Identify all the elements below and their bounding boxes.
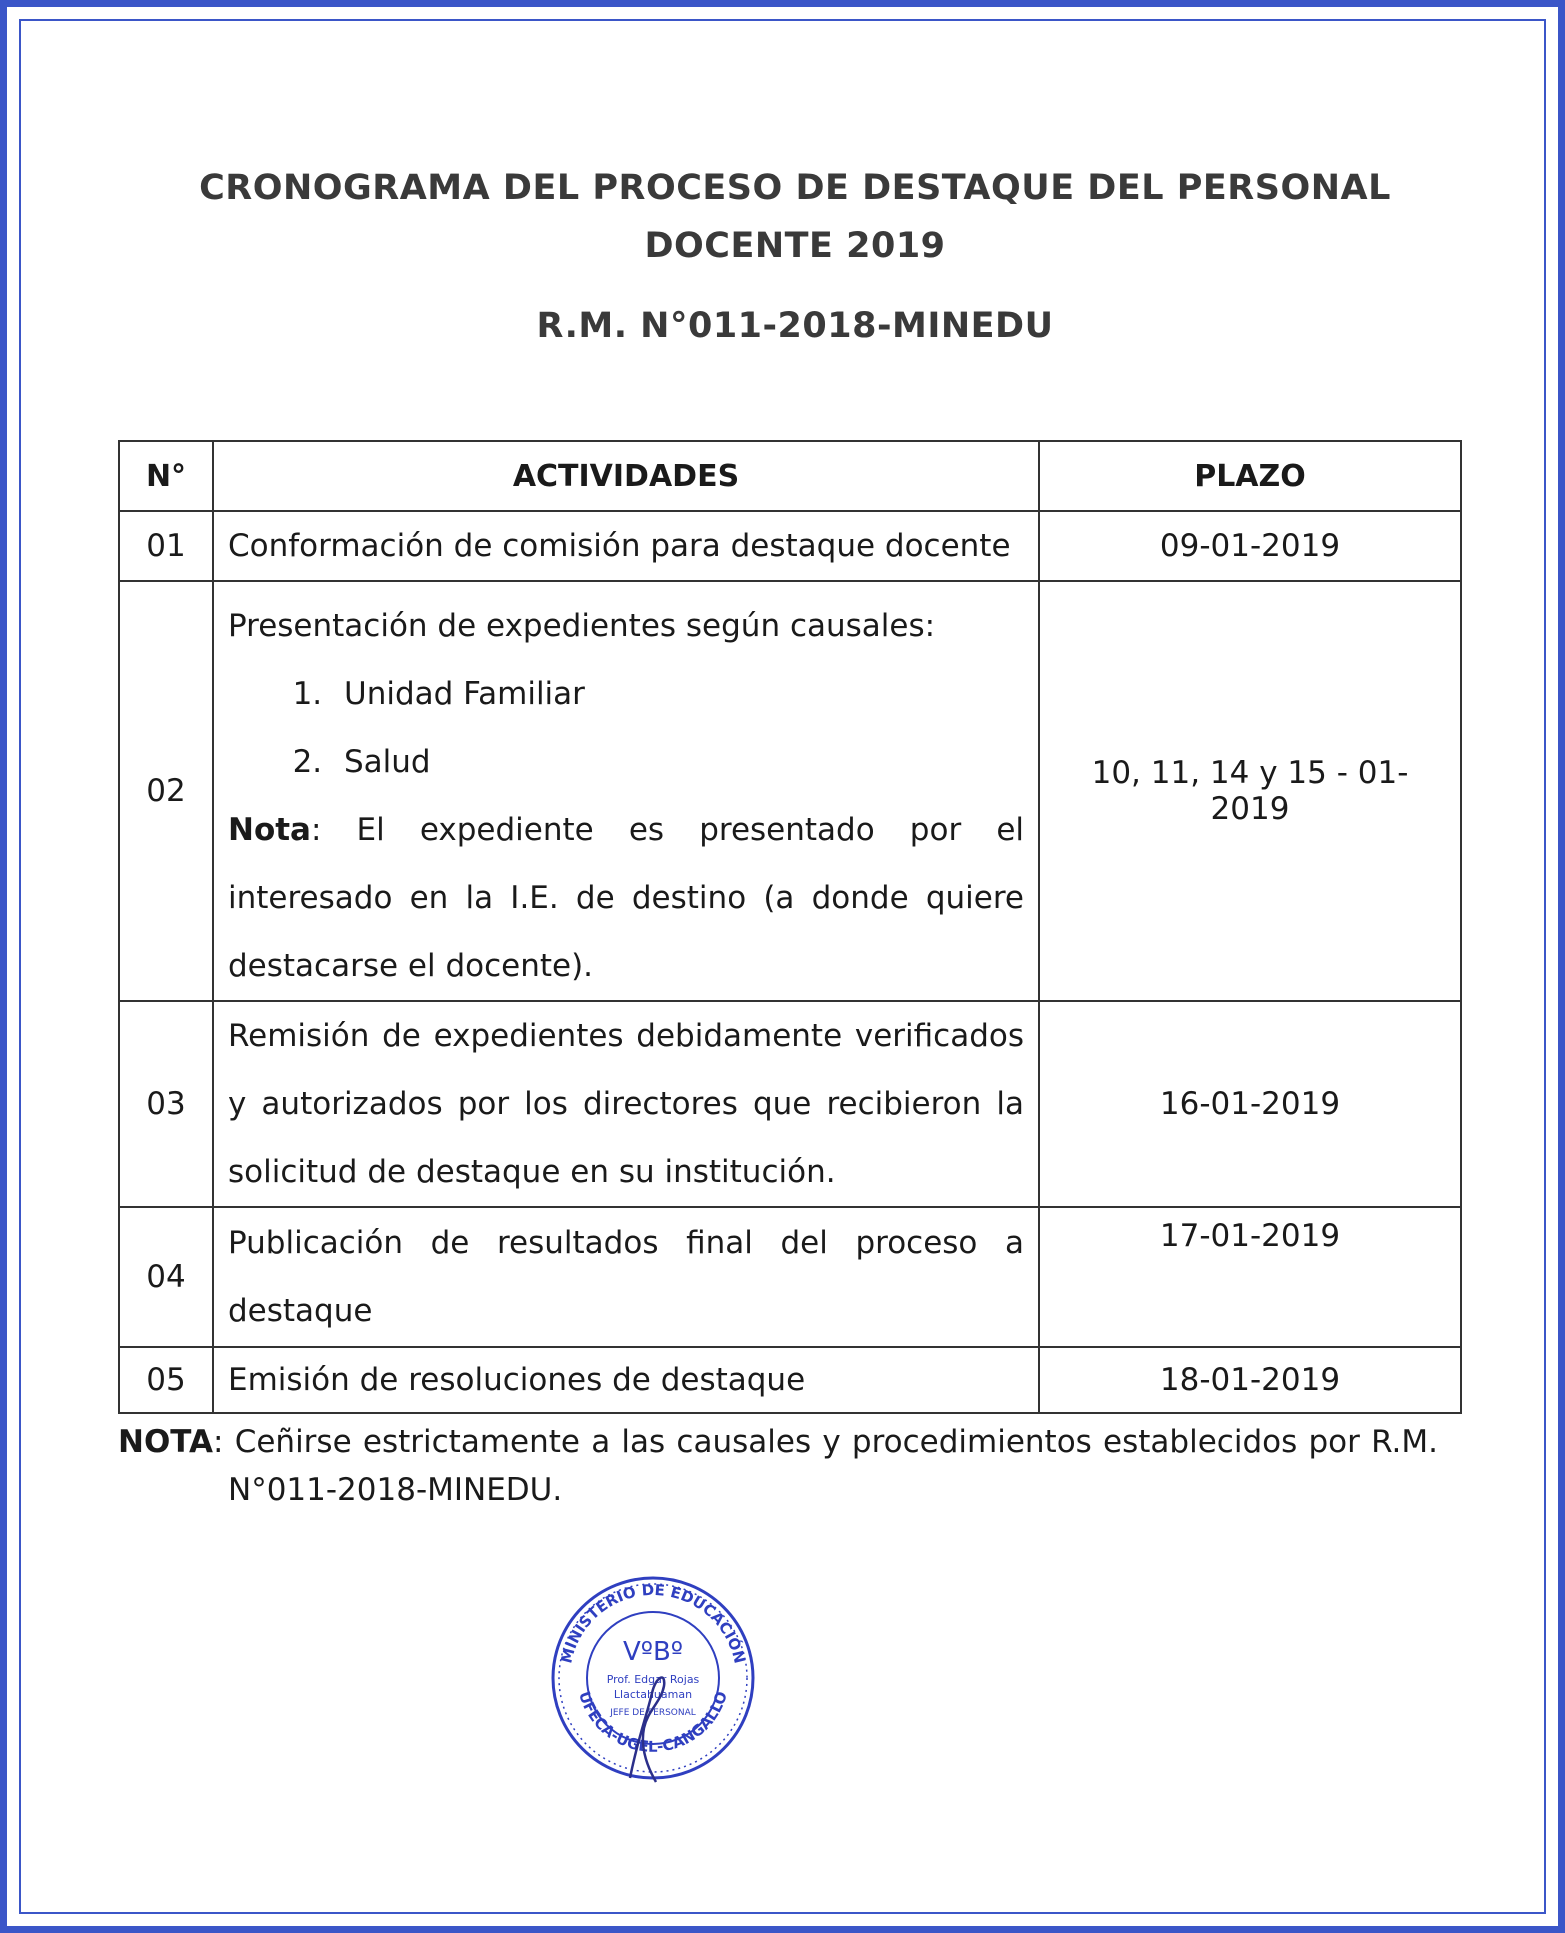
header-deadline: PLAZO [1039,441,1461,511]
stamp-name-line2: Llactahuaman [613,1688,693,1701]
approval-stamp [548,1568,758,1788]
table-row [119,1207,1461,1347]
row-deadline: 18-01-2019 [1039,1347,1461,1413]
stamp-role: JEFE DE PERSONAL [610,1708,696,1718]
row-number: 01 [119,511,213,581]
schedule-table [118,440,1462,1414]
causales-list [228,660,1024,796]
row-note-text: : El expediente es presentado por el interesado en la I.E. de destino (a donde quiere destacarse el docente). [228,812,1024,984]
row-note-label: Nota [228,812,311,848]
stamp-vobo: VºBº [622,1637,684,1667]
footer-note-line1: : Ceñirse estrictamente a las causales y procedimientos establecidos por R.M. [213,1424,1438,1460]
document-title-line2: DOCENTE 2019 [644,226,946,266]
row-activity-intro: Presentación de expedientes según causales: [228,608,936,644]
header-activities: ACTIVIDADES [213,441,1039,511]
row-note [228,796,1024,1000]
row-activity [213,581,1039,1001]
list-item: 2. Salud [332,728,1024,796]
row-activity: Conformación de comisión para destaque docente [213,511,1039,581]
footer-note [118,1418,1438,1514]
row-activity: Remisión de expedientes debidamente verificados y autorizados por los directores que recibieron la solicitud de destaque en su institución. [213,1001,1039,1207]
table-row [119,1347,1461,1413]
table-row [119,581,1461,1001]
footer-note-line2: N°011-2018-MINEDU. [228,1472,563,1508]
document-title-line1: CRONOGRAMA DEL PROCESO DE DESTAQUE DEL PERSONAL [199,168,1391,208]
document-subtitle: R.M. N°011-2018-MINEDU [536,306,1054,346]
row-number: 04 [119,1207,213,1347]
table-row [119,1001,1461,1207]
row-deadline: 09-01-2019 [1039,511,1461,581]
list-item: 1. Unidad Familiar [332,660,1024,728]
row-number: 02 [119,581,213,1001]
row-deadline: 17-01-2019 [1039,1207,1461,1347]
row-deadline: 16-01-2019 [1039,1001,1461,1207]
table-row [119,511,1461,581]
footer-note-label: NOTA [118,1424,214,1460]
stamp-name-line1: Prof. Edgar Rojas [606,1673,700,1686]
header-number: N° [119,441,213,511]
row-number: 03 [119,1001,213,1207]
row-activity: Publicación de resultados final del proceso a destaque [213,1207,1039,1347]
row-number: 05 [119,1347,213,1413]
stamp-text-top: MINISTERIO DE EDUCACIÓN [557,1580,749,1666]
row-deadline: 10, 11, 14 y 15 - 01-2019 [1039,581,1461,1001]
table-header-row [119,441,1461,511]
stamp-text-bottom: UFECA-UGEL-CANGALLO [575,1689,731,1756]
row-activity: Emisión de resoluciones de destaque [213,1347,1039,1413]
